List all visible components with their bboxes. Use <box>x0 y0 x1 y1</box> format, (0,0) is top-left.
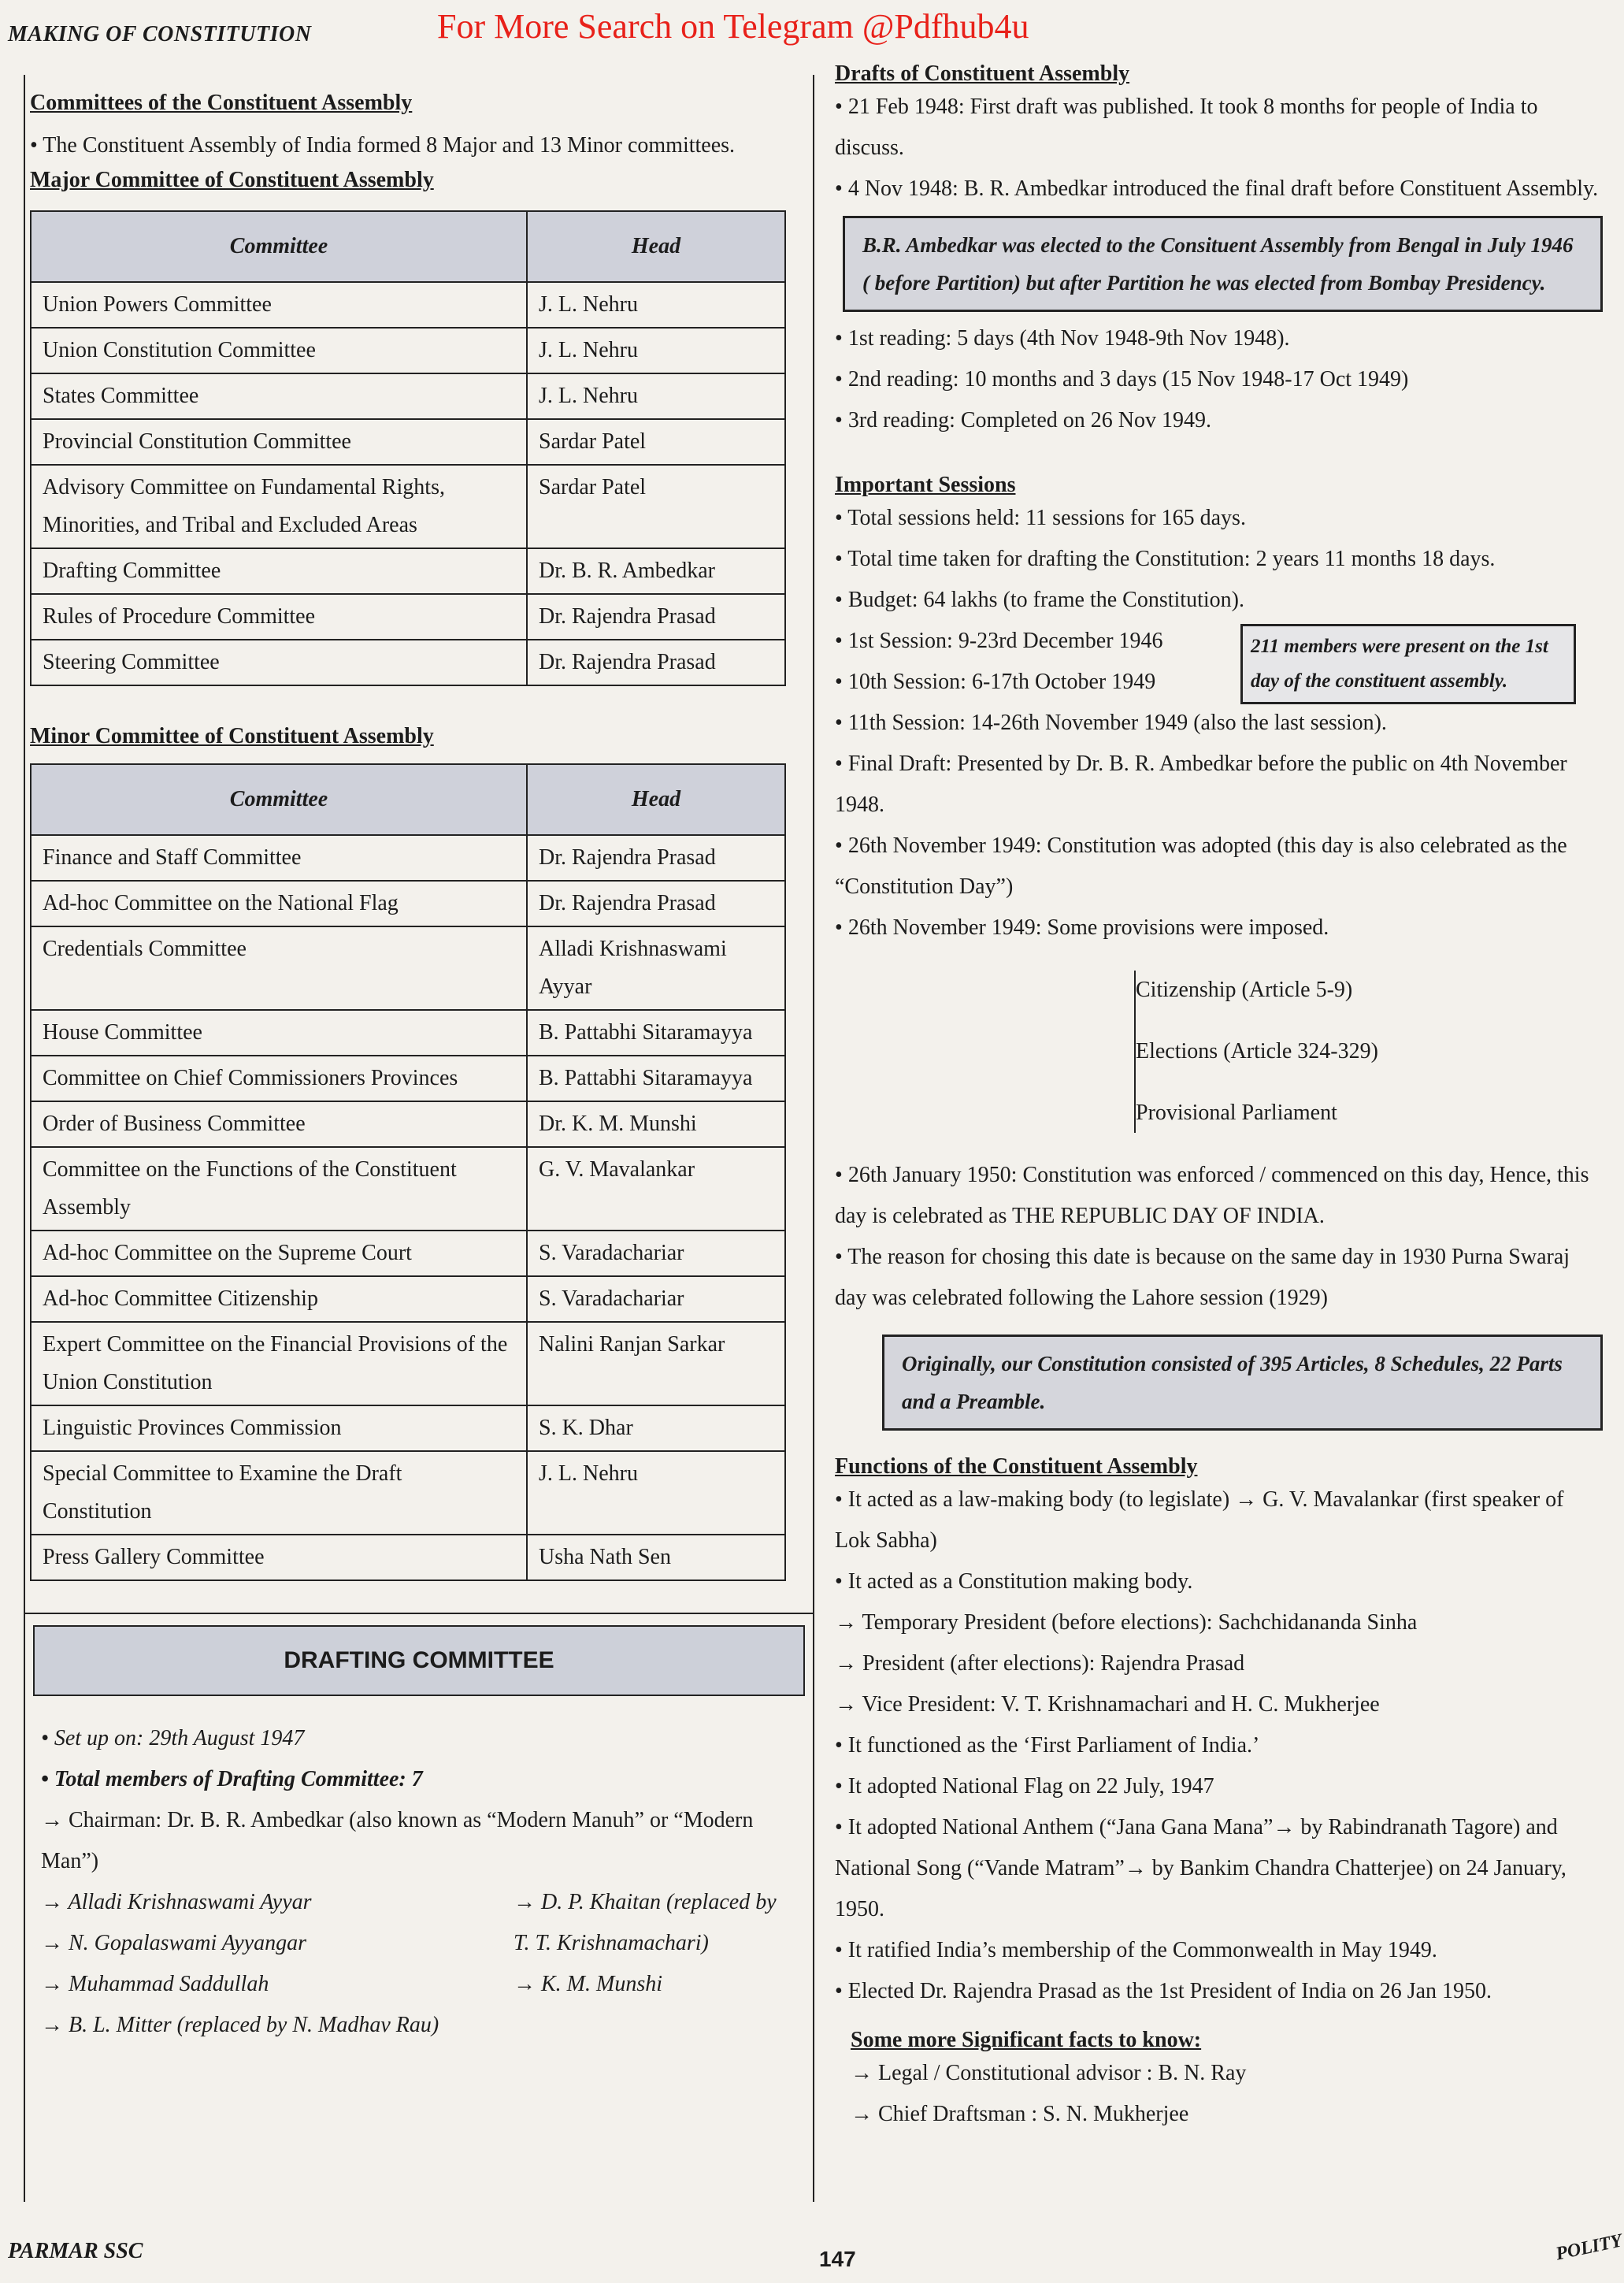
committee-name-cell: Linguistic Provinces Commission <box>31 1405 527 1451</box>
committee-head-cell: Dr. K. M. Munshi <box>527 1101 785 1147</box>
committee-name-cell: Advisory Committee on Fundamental Rights, Minorities, and Tribal and Excluded Areas <box>31 465 527 548</box>
promo-banner: For More Search on Telegram @Pdfhub4u <box>437 7 1029 46</box>
sessions-title: Important Sessions <box>835 473 1016 497</box>
left-column <box>24 75 814 2202</box>
table-row <box>31 640 785 685</box>
committee-head-cell: B. Pattabhi Sitaramayya <box>527 1010 785 1056</box>
function-item: • It adopted National Anthem (“Jana Gana Mana”→ by Rabindranath Tagore) and National Song (“Vande Matram”→ by Bankim Chandra Chatterjee) on 24 January, 1950. <box>835 1815 1567 1921</box>
table-row <box>31 1101 785 1147</box>
committee-head-cell: J. L. Nehru <box>527 328 785 373</box>
table-row <box>31 328 785 373</box>
committee-name-cell: House Committee <box>31 1010 527 1056</box>
session-item: • 11th Session: 14-26th November 1949 (also the last session). <box>835 703 1603 744</box>
functions-title: Functions of the Constituent Assembly <box>835 1454 1198 1479</box>
drafting-members-list-left <box>41 1882 514 2046</box>
function-item: • It functioned as the ‘First Parliament of India.’ <box>835 1733 1260 1758</box>
function-item: • It ratified India’s membership of the Commonwealth in May 1949. <box>835 1938 1437 1962</box>
table-row <box>31 1451 785 1535</box>
col-head-header: Head <box>527 764 785 835</box>
minor-committee-table <box>30 763 786 1581</box>
function-item: • Elected Dr. Rajendra Prasad as the 1st President of India on 26 Jan 1950. <box>835 1979 1492 2003</box>
table-row <box>31 1010 785 1056</box>
table-row <box>31 282 785 328</box>
function-item: • It adopted National Flag on 22 July, 1947 <box>835 1774 1214 1799</box>
table-row <box>31 835 785 881</box>
session-item: • 1st Session: 9-23rd December 1946 <box>835 621 1603 662</box>
committee-head-cell: J. L. Nehru <box>527 1451 785 1535</box>
facts-title: Some more Significant facts to know: <box>851 2028 1202 2052</box>
publisher-label: PARMAR SSC <box>8 2239 143 2263</box>
col-head-header: Head <box>527 211 785 282</box>
committee-name-cell: Union Powers Committee <box>31 282 527 328</box>
drafting-member-item: → K. M. Munshi <box>514 1972 662 1996</box>
provision-item: Elections (Article 324-329) <box>1136 1039 1378 1064</box>
functions-list <box>835 1479 1603 2012</box>
committee-head-cell: Dr. Rajendra Prasad <box>527 594 785 640</box>
function-item: → President (after elections): Rajendra Prasad <box>835 1651 1245 1676</box>
committee-head-cell: J. L. Nehru <box>527 373 785 419</box>
drafting-member-item: → Alladi Krishnaswami Ayyar <box>41 1890 312 1914</box>
committee-name-cell: Ad-hoc Committee Citizenship <box>31 1276 527 1322</box>
committees-intro: • The Constituent Assembly of India formed 8 Major and 13 Minor committees. <box>30 124 813 168</box>
drafting-members-list-right <box>514 1882 797 2046</box>
committee-head-cell: Nalini Ranjan Sarkar <box>527 1322 785 1405</box>
committee-head-cell: Alladi Krishnaswami Ayyar <box>527 926 785 1010</box>
table-row <box>31 548 785 594</box>
committee-head-cell: Dr. B. R. Ambedkar <box>527 548 785 594</box>
committee-name-cell: Ad-hoc Committee on the Supreme Court <box>31 1231 527 1276</box>
original-constitution-box: Originally, our Constitution consisted of 395 Articles, 8 Schedules, 22 Parts and a Preamble. <box>882 1335 1603 1431</box>
drafting-members: • Total members of Drafting Committee: 7 <box>41 1759 813 1800</box>
right-column <box>835 61 1603 2135</box>
table-row <box>31 1147 785 1231</box>
major-committee-table <box>30 210 786 686</box>
provisions-tree <box>1134 971 1603 1133</box>
function-item: • It acted as a Constitution making body. <box>835 1569 1193 1594</box>
reading-item: • 1st reading: 5 days (4th Nov 1948-9th Nov 1948). <box>835 318 1603 359</box>
table-row <box>31 465 785 548</box>
drafts-title: Drafts of Constituent Assembly <box>835 61 1130 86</box>
reading-item: • 2nd reading: 10 months and 3 days (15 Nov 1948-17 Oct 1949) <box>835 359 1603 400</box>
sessions-list <box>835 498 1603 948</box>
committee-head-cell: Dr. Rajendra Prasad <box>527 881 785 926</box>
drafting-setup: • Set up on: 29th August 1947 <box>41 1718 813 1759</box>
table-row <box>31 1056 785 1101</box>
chapter-header: MAKING OF CONSTITUTION <box>8 22 312 46</box>
committee-head-cell: G. V. Mavalankar <box>527 1147 785 1231</box>
drafts-list <box>835 87 1603 210</box>
committee-name-cell: Union Constitution Committee <box>31 328 527 373</box>
function-item: → Temporary President (before elections): Sachchidananda Sinha <box>835 1610 1418 1635</box>
draft-item: • 21 Feb 1948: First draft was published. It took 8 months for people of India to discuss. <box>835 87 1603 169</box>
committee-name-cell: Press Gallery Committee <box>31 1535 527 1580</box>
committee-head-cell: Dr. Rajendra Prasad <box>527 835 785 881</box>
members-present-box: 211 members were present on the 1st day of the constituent assembly. <box>1240 624 1576 704</box>
table-row <box>31 1276 785 1322</box>
ambedkar-note-box: B.R. Ambedkar was elected to the Consituent Assembly from Bengal in July 1946 ( before Partition) but after Partition he was elected from Bombay Presidency. <box>843 216 1603 312</box>
facts-list <box>851 2053 1603 2135</box>
table-row <box>31 419 785 465</box>
republic-day-text: • 26th January 1950: Constitution was enforced / commenced on this day, Hence, this day is celebrated as THE REPUBLIC DAY OF INDIA. <box>835 1155 1603 1237</box>
committee-name-cell: Order of Business Committee <box>31 1101 527 1147</box>
committee-name-cell: Provincial Constitution Committee <box>31 419 527 465</box>
table-row <box>31 594 785 640</box>
committee-head-cell: B. Pattabhi Sitaramayya <box>527 1056 785 1101</box>
section-label: POLITY <box>1554 2230 1624 2265</box>
drafting-member-item: → Muhammad Saddullah <box>41 1972 269 1996</box>
committee-name-cell: States Committee <box>31 373 527 419</box>
committee-head-cell: Usha Nath Sen <box>527 1535 785 1580</box>
session-item: • Budget: 64 lakhs (to frame the Constitution). <box>835 580 1603 621</box>
session-item: • 26th November 1949: Some provisions were imposed. <box>835 908 1603 948</box>
table-row <box>31 926 785 1010</box>
major-committee-title: Major Committee of Constituent Assembly <box>30 168 434 192</box>
committee-head-cell: S. K. Dhar <box>527 1405 785 1451</box>
committees-title: Committees of the Constituent Assembly <box>30 91 413 115</box>
page-number: 147 <box>819 2247 856 2271</box>
committee-name-cell: Steering Committee <box>31 640 527 685</box>
minor-committee-title: Minor Committee of Constituent Assembly <box>30 724 434 748</box>
draft-item: • 4 Nov 1948: B. R. Ambedkar introduced the final draft before Constituent Assembly. <box>835 169 1603 210</box>
drafting-chairman: → Chairman: Dr. B. R. Ambedkar (also known as “Modern Manuh” or “Modern Man”) <box>41 1808 754 1873</box>
session-item: • Final Draft: Presented by Dr. B. R. Ambedkar before the public on 4th November 1948. <box>835 744 1603 826</box>
readings-list <box>835 318 1603 441</box>
committee-name-cell: Committee on Chief Commissioners Provinces <box>31 1056 527 1101</box>
committee-name-cell: Expert Committee on the Financial Provisions of the Union Constitution <box>31 1322 527 1405</box>
committee-head-cell: Sardar Patel <box>527 419 785 465</box>
committee-head-cell: S. Varadachariar <box>527 1231 785 1276</box>
fact-item: → Chief Draftsman : S. N. Mukherjee <box>851 2102 1189 2126</box>
committee-head-cell: Dr. Rajendra Prasad <box>527 640 785 685</box>
table-row <box>31 1322 785 1405</box>
provision-item: Citizenship (Article 5-9) <box>1136 978 1353 1002</box>
committee-name-cell: Finance and Staff Committee <box>31 835 527 881</box>
provision-item: Provisional Parliament <box>1136 1101 1337 1125</box>
drafting-member-item: → N. Gopalaswami Ayyangar <box>41 1931 307 1955</box>
committee-name-cell: Credentials Committee <box>31 926 527 1010</box>
table-row <box>31 373 785 419</box>
committee-head-cell: Sardar Patel <box>527 465 785 548</box>
table-row <box>31 881 785 926</box>
committee-head-cell: J. L. Nehru <box>527 282 785 328</box>
table-row <box>31 1405 785 1451</box>
committee-name-cell: Committee on the Functions of the Constituent Assembly <box>31 1147 527 1231</box>
drafting-committee-heading: DRAFTING COMMITTEE <box>33 1625 805 1696</box>
committee-name-cell: Ad-hoc Committee on the National Flag <box>31 881 527 926</box>
col-committee-header: Committee <box>31 211 527 282</box>
drafting-member-item: → D. P. Khaitan (replaced by T. T. Krishnamachari) <box>514 1890 777 1955</box>
reason-text: • The reason for chosing this date is because on the same day in 1930 Purna Swaraj day was celebrated following the Lahore session (1929) <box>835 1237 1603 1319</box>
session-item: • Total time taken for drafting the Constitution: 2 years 11 months 18 days. <box>835 539 1603 580</box>
col-committee-header: Committee <box>31 764 527 835</box>
function-item: • It acted as a law-making body (to legislate) → G. V. Mavalankar (first speaker of Lok Sabha) <box>835 1487 1564 1553</box>
committee-name-cell: Drafting Committee <box>31 548 527 594</box>
reading-item: • 3rd reading: Completed on 26 Nov 1949. <box>835 400 1603 441</box>
fact-item: → Legal / Constitutional advisor : B. N. Ray <box>851 2061 1247 2085</box>
committee-name-cell: Rules of Procedure Committee <box>31 594 527 640</box>
drafting-member-item: → B. L. Mitter (replaced by N. Madhav Rau) <box>41 2013 439 2037</box>
session-item: • Total sessions held: 11 sessions for 165 days. <box>835 498 1603 539</box>
committee-name-cell: Special Committee to Examine the Draft Constitution <box>31 1451 527 1535</box>
table-row <box>31 1535 785 1580</box>
committee-head-cell: S. Varadachariar <box>527 1276 785 1322</box>
session-item: • 10th Session: 6-17th October 1949 <box>835 662 1603 703</box>
function-item: → Vice President: V. T. Krishnamachari and H. C. Mukherjee <box>835 1692 1380 1717</box>
session-item: • 26th November 1949: Constitution was adopted (this day is also celebrated as the “Constitution Day”) <box>835 826 1603 908</box>
table-row <box>31 1231 785 1276</box>
